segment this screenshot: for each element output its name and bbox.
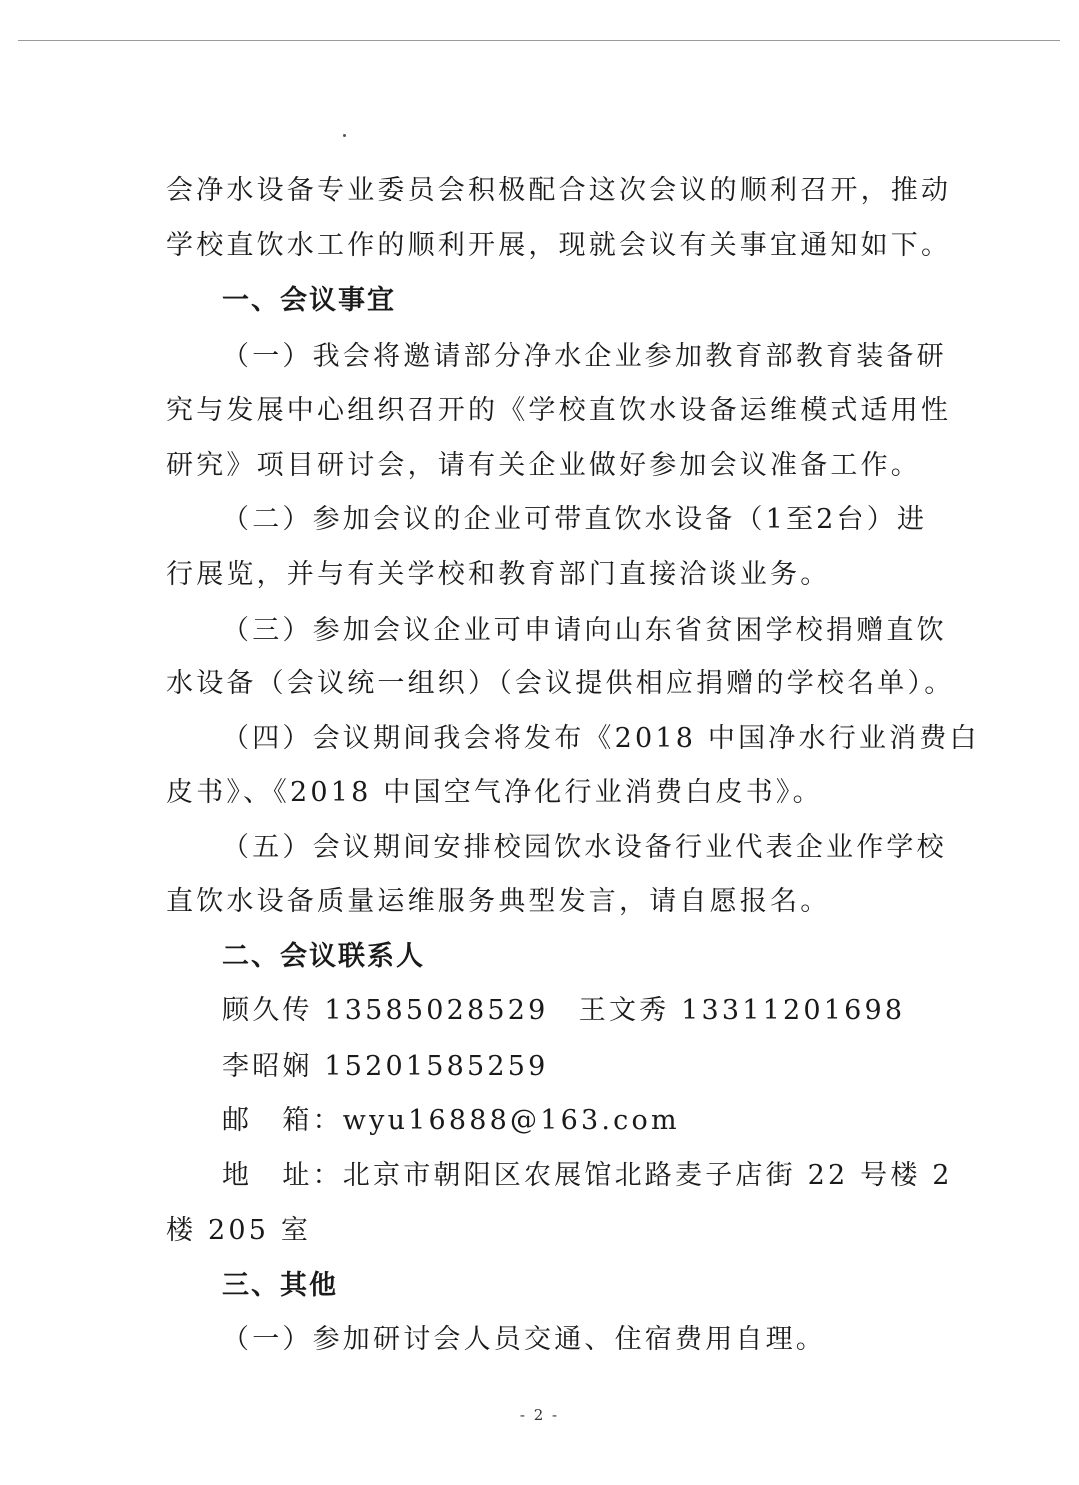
body-line: （四）会议期间我会将发布《2018 中国净水行业消费白 bbox=[222, 723, 980, 754]
body-line: 行展览，并与有关学校和教育部门直接洽谈业务。 bbox=[166, 559, 831, 590]
body-line: 直饮水设备质量运维服务典型发言，请自愿报名。 bbox=[166, 886, 831, 917]
body-line: 会净水设备专业委员会积极配合这次会议的顺利召开，推动 bbox=[166, 175, 952, 206]
section-heading: 二、会议联系人 bbox=[222, 941, 425, 972]
scan-speck bbox=[343, 134, 346, 137]
contact-line: 李昭娴 15201585259 bbox=[222, 1051, 549, 1082]
top-rule bbox=[18, 40, 1060, 41]
section-heading: 一、会议事宜 bbox=[222, 285, 396, 316]
body-line: （一）参加研讨会人员交通、住宿费用自理。 bbox=[222, 1324, 826, 1355]
contact-line: 顾久传 13585028529 王文秀 13311201698 bbox=[222, 995, 906, 1026]
body-line: 研究》项目研讨会，请有关企业做好参加会议准备工作。 bbox=[166, 450, 921, 481]
body-line: 皮书》、《2018 中国空气净化行业消费白皮书》。 bbox=[166, 777, 823, 808]
address-line: 地 址：北京市朝阳区农展馆北路麦子店街 22 号楼 2 bbox=[222, 1160, 953, 1191]
page-number: - 2 - bbox=[519, 1406, 560, 1424]
body-line: 学校直饮水工作的顺利开展，现就会议有关事宜通知如下。 bbox=[166, 230, 952, 261]
body-line: （一）我会将邀请部分净水企业参加教育部教育装备研 bbox=[222, 341, 947, 372]
body-line: 究与发展中心组织召开的《学校直饮水设备运维模式适用性 bbox=[166, 395, 952, 426]
body-line: 水设备（会议统一组织）（会议提供相应捐赠的学校名单）。 bbox=[166, 668, 955, 699]
body-line: （五）会议期间安排校园饮水设备行业代表企业作学校 bbox=[222, 832, 947, 863]
body-line: （二）参加会议的企业可带直饮水设备（1至2台）进 bbox=[222, 504, 928, 535]
section-heading: 三、其他 bbox=[222, 1270, 338, 1301]
email-line: 邮 箱：wyu16888@163.com bbox=[222, 1105, 680, 1136]
address-line: 楼 205 室 bbox=[166, 1215, 312, 1246]
body-line: （三）参加会议企业可申请向山东省贫困学校捐赠直饮 bbox=[222, 615, 947, 646]
